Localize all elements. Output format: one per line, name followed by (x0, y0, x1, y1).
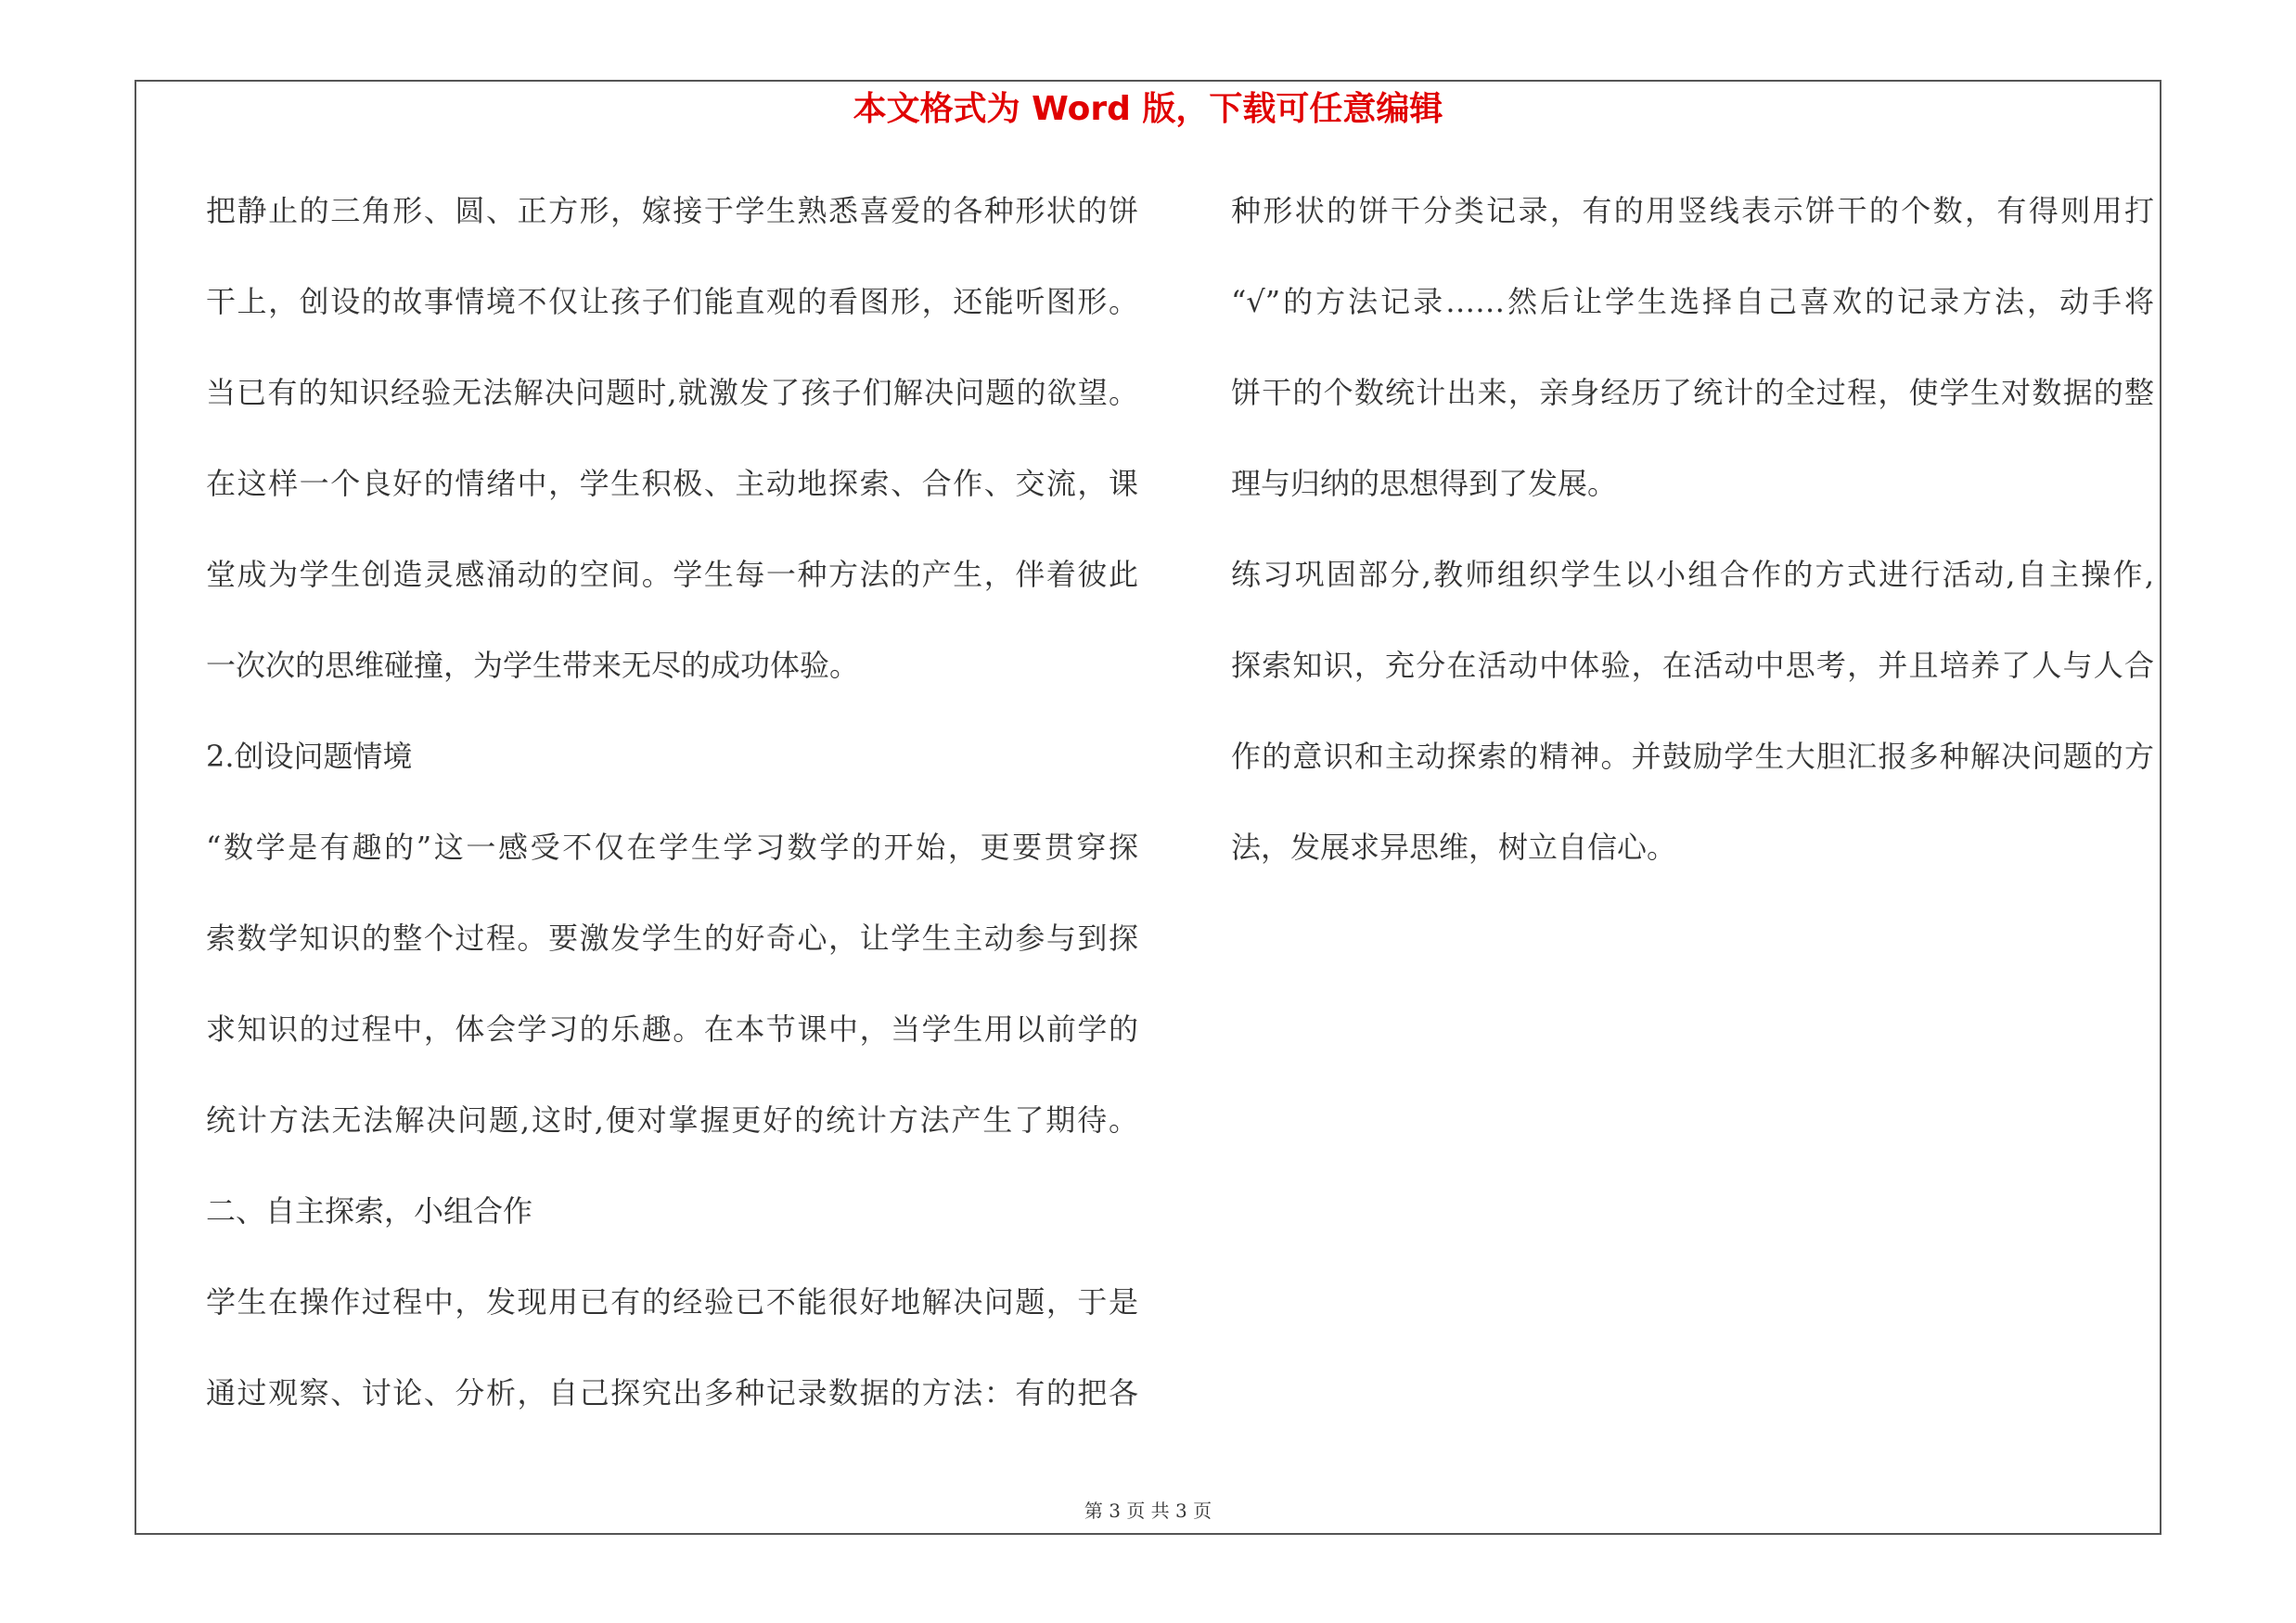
paragraph-line: 练习巩固部分,教师组织学生以小组合作的方式进行活动,自主操作, (1231, 557, 2154, 592)
paragraph-line: 探索知识，充分在活动中体验，在活动中思考，并且培养了人与人合 (1231, 648, 2154, 683)
paragraph-line: 饼干的个数统计出来，亲身经历了统计的全过程，使学生对数据的整 (1231, 375, 2154, 410)
paragraph-line: 求知识的过程中，体会学习的乐趣。在本节课中，当学生用以前学的 (206, 1011, 1138, 1047)
section-heading: 二、自主探索，小组合作 (206, 1193, 533, 1229)
paragraph-line: 种形状的饼干分类记录，有的用竖线表示饼干的个数，有得则用打 (1231, 193, 2154, 228)
header-banner: 本文格式为 Word 版，下载可任意编辑 (853, 90, 1443, 128)
paragraph-line: 把静止的三角形、圆、正方形，嫁接于学生熟悉喜爱的各种形状的饼 (206, 193, 1138, 228)
paragraph-line: 干上，创设的故事情境不仅让孩子们能直观的看图形，还能听图形。 (206, 284, 1138, 319)
page-number: 第 3 页 共 3 页 (1084, 1500, 1212, 1522)
paragraph-line: 学生在操作过程中，发现用已有的经验已不能很好地解决问题，于是 (206, 1284, 1138, 1320)
paragraph-line: 当已有的知识经验无法解决问题时,就激发了孩子们解决问题的欲望。 (206, 375, 1138, 410)
paragraph-line: 统计方法无法解决问题,这时,便对掌握更好的统计方法产生了期待。 (206, 1102, 1138, 1138)
paragraph-line: 通过观察、讨论、分析，自己探究出多种记录数据的方法：有的把各 (206, 1375, 1138, 1410)
left-column (206, 165, 1138, 1438)
section-heading: 2.创设问题情境 (206, 739, 413, 774)
paragraph-line: 在这样一个良好的情绪中，学生积极、主动地探索、合作、交流，课 (206, 466, 1138, 501)
paragraph-line: 法，发展求异思维，树立自信心。 (1231, 830, 1677, 865)
paragraph-line: “数学是有趣的”这一感受不仅在学生学习数学的开始，更要贯穿探 (206, 830, 1138, 865)
paragraph-line: 一次次的思维碰撞，为学生带来无尽的成功体验。 (206, 648, 860, 683)
paragraph-line: 堂成为学生创造灵感涌动的空间。学生每一种方法的产生，伴着彼此 (206, 557, 1138, 592)
right-column (1231, 165, 2154, 893)
paragraph-line: 理与归纳的思想得到了发展。 (1231, 466, 1618, 501)
paragraph-line: 索数学知识的整个过程。要激发学生的好奇心，让学生主动参与到探 (206, 921, 1138, 956)
paragraph-line: 作的意识和主动探索的精神。并鼓励学生大胆汇报多种解决问题的方 (1231, 739, 2154, 774)
paragraph-line: “√”的方法记录……然后让学生选择自己喜欢的记录方法，动手将 (1231, 284, 2154, 319)
